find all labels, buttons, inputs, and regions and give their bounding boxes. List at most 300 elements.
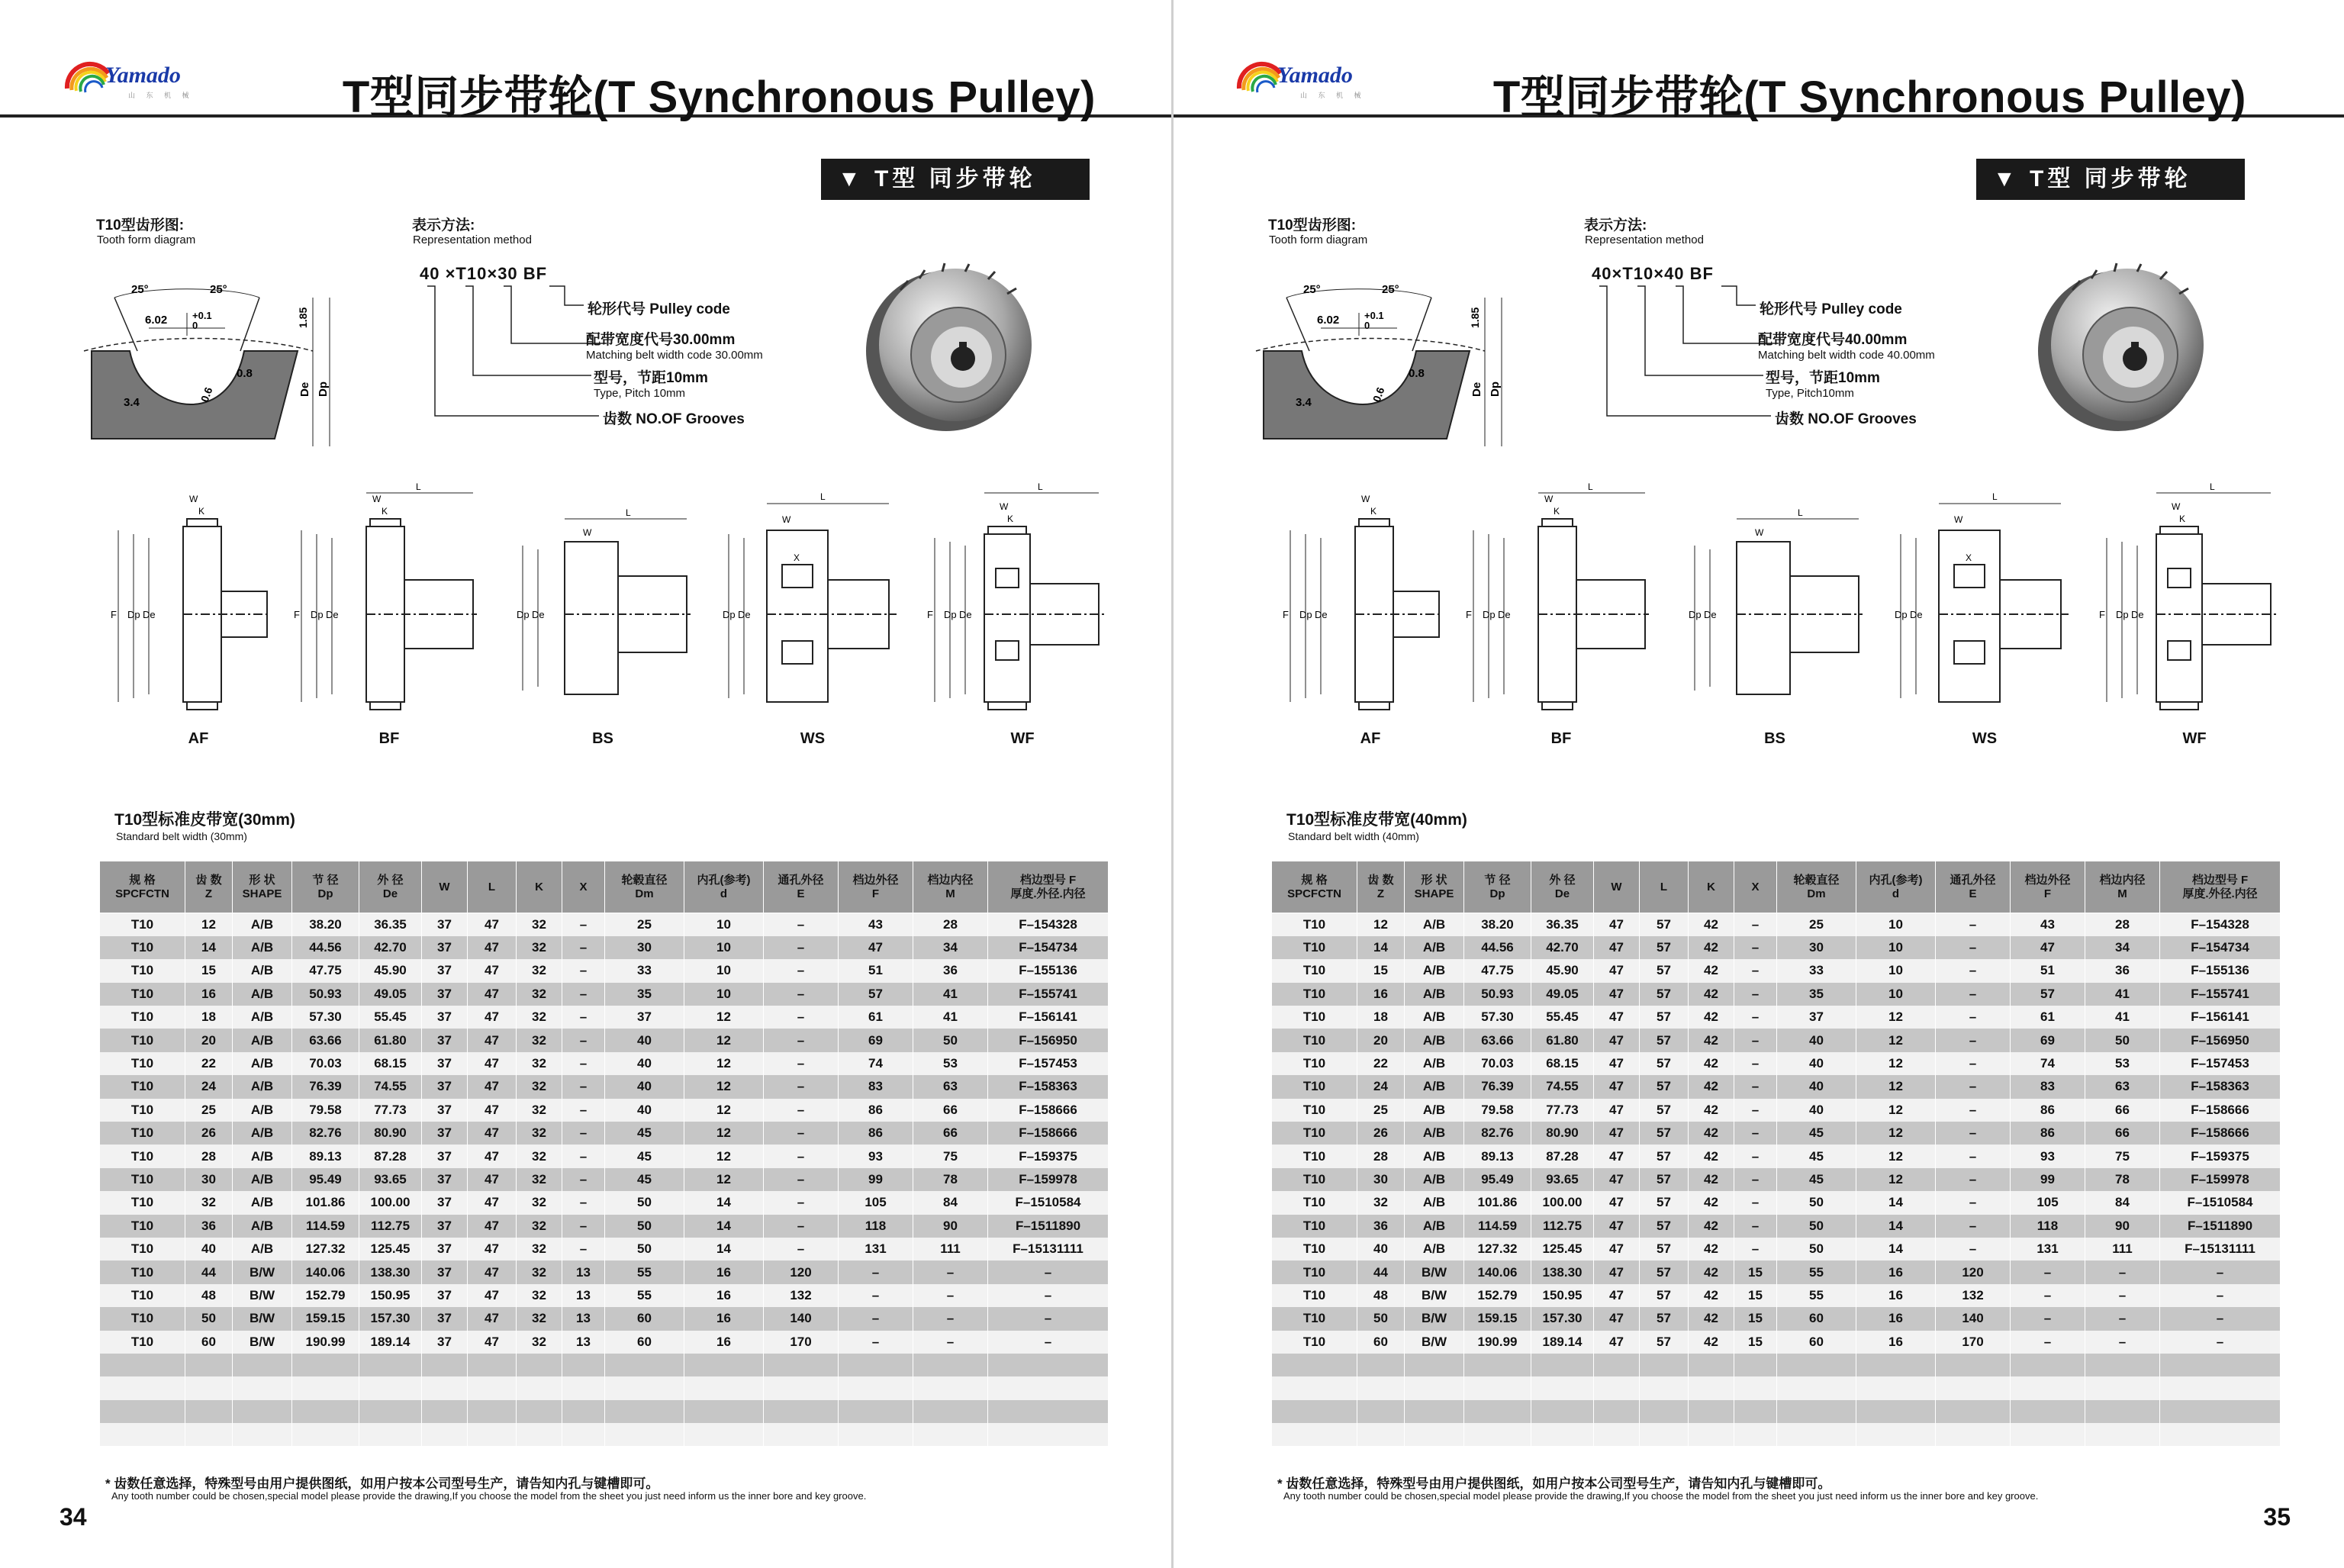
- tooth-diagram-label: T10型齿形图:: [96, 217, 185, 233]
- table-cell: [684, 1400, 764, 1423]
- table-cell: [2085, 1354, 2160, 1376]
- table-cell: 40: [605, 1075, 684, 1098]
- table-cell: –: [988, 1307, 1109, 1330]
- table-cell: 42: [1689, 1238, 1734, 1261]
- svg-text:Dp: Dp: [127, 609, 140, 620]
- svg-text:K: K: [1554, 506, 1560, 517]
- table-cell: F–159375: [988, 1145, 1109, 1167]
- table-cell: 12: [1856, 1168, 1936, 1191]
- pulley-product-image: [862, 259, 1038, 435]
- svg-text:K: K: [198, 506, 205, 517]
- table-cell: F–159375: [2160, 1145, 2281, 1167]
- table-cell: [988, 1400, 1109, 1423]
- table-cell: 32: [517, 1331, 562, 1354]
- table-cell: 47: [468, 913, 517, 936]
- table-cell: [359, 1400, 422, 1423]
- table-cell: 74: [839, 1052, 913, 1075]
- table-cell: [2160, 1400, 2281, 1423]
- table-cell: 32: [517, 913, 562, 936]
- table-cell: 63.66: [292, 1029, 359, 1051]
- table-row: [1272, 1029, 2281, 1051]
- column-header: 形 状 SHAPE: [233, 861, 292, 913]
- spec-table: [99, 861, 1109, 1446]
- table-cell: [517, 1354, 562, 1376]
- column-header: 档边外径 F: [2011, 861, 2085, 913]
- table-cell: [2160, 1423, 2281, 1446]
- table-cell: [185, 1423, 233, 1446]
- table-cell: 47: [468, 1052, 517, 1075]
- table-cell: 101.86: [1464, 1191, 1531, 1214]
- table-cell: [2085, 1423, 2160, 1446]
- table-cell: 189.14: [359, 1331, 422, 1354]
- table-cell: 47: [468, 936, 517, 959]
- shape-bs: Dp De L W BS: [1676, 488, 1874, 748]
- table-cell: [1531, 1376, 1594, 1399]
- table-cell: 57: [1640, 1006, 1689, 1029]
- table-cell: 40: [185, 1238, 233, 1261]
- table-cell: 12: [684, 1006, 764, 1029]
- table-cell: T10: [1272, 1284, 1357, 1307]
- table-cell: [233, 1376, 292, 1399]
- table-cell: 12: [684, 1075, 764, 1098]
- svg-text:L: L: [1798, 507, 1803, 518]
- table-cell: 77.73: [1531, 1099, 1594, 1122]
- table-cell: T10: [100, 1331, 185, 1354]
- table-cell: 30: [1777, 936, 1856, 959]
- column-header: K: [517, 861, 562, 913]
- table-cell: 14: [684, 1238, 764, 1261]
- svg-text:F: F: [294, 609, 300, 620]
- table-cell: 42: [1689, 1331, 1734, 1354]
- table-cell: 111: [913, 1238, 988, 1261]
- table-cell: T10: [100, 1099, 185, 1122]
- table-cell: 127.32: [292, 1238, 359, 1261]
- table-cell: 22: [185, 1052, 233, 1075]
- table-cell: 47.75: [292, 959, 359, 982]
- svg-text:L: L: [820, 491, 826, 502]
- table-cell: 13: [562, 1307, 605, 1330]
- table-cell: [1272, 1423, 1357, 1446]
- table-cell: –: [764, 959, 839, 982]
- representation-label-en: Representation method: [1585, 233, 1704, 246]
- table-cell: 42: [1689, 1006, 1734, 1029]
- pulley-shapes: [1271, 481, 2309, 748]
- table-cell: –: [764, 936, 839, 959]
- table-cell: 152.79: [292, 1284, 359, 1307]
- svg-text:K: K: [382, 506, 388, 517]
- table-row: [1272, 1052, 2281, 1075]
- table-cell: 140.06: [1464, 1261, 1531, 1283]
- table-cell: [1734, 1400, 1777, 1423]
- table-cell: 37: [422, 1191, 468, 1214]
- table-cell: 48: [185, 1284, 233, 1307]
- table-cell: 45: [605, 1168, 684, 1191]
- table-cell: 10: [1856, 959, 1936, 982]
- table-cell: 51: [839, 959, 913, 982]
- table-cell: [562, 1400, 605, 1423]
- table-cell: 170: [1936, 1331, 2011, 1354]
- table-cell: 66: [913, 1099, 988, 1122]
- table-cell: 42: [1689, 1029, 1734, 1051]
- table-cell: 86: [839, 1122, 913, 1145]
- table-row: [100, 1052, 1109, 1075]
- table-cell: F–159978: [2160, 1168, 2281, 1191]
- table-cell: F–15131111: [988, 1238, 1109, 1261]
- svg-text:F: F: [1466, 609, 1472, 620]
- table-cell: 68.15: [359, 1052, 422, 1075]
- table-cell: 47: [1594, 1261, 1640, 1283]
- table-cell: 36: [1357, 1215, 1405, 1238]
- table-cell: 170: [764, 1331, 839, 1354]
- table-cell: 131: [839, 1238, 913, 1261]
- table-cell: 66: [2085, 1099, 2160, 1122]
- table-cell: [359, 1354, 422, 1376]
- table-cell: [233, 1354, 292, 1376]
- table-cell: [185, 1354, 233, 1376]
- tooth-diagram-label-en: Tooth form diagram: [97, 233, 196, 246]
- table-cell: 14: [684, 1215, 764, 1238]
- table-cell: [1357, 1400, 1405, 1423]
- svg-text:De: De: [1498, 609, 1511, 620]
- table-cell: A/B: [1405, 1191, 1464, 1214]
- table-cell: [100, 1423, 185, 1446]
- representation-label: 表示方法:: [1584, 217, 1647, 233]
- table-cell: 42: [1689, 1215, 1734, 1238]
- table-cell: 40: [605, 1029, 684, 1051]
- table-cell: 12: [684, 1029, 764, 1051]
- column-header: 节 径 Dp: [292, 861, 359, 913]
- table-cell: 32: [517, 1075, 562, 1098]
- table-cell: A/B: [233, 1099, 292, 1122]
- table-cell: [1777, 1376, 1856, 1399]
- table-cell: –: [764, 1099, 839, 1122]
- table-cell: 10: [684, 936, 764, 959]
- svg-text:W: W: [372, 494, 382, 504]
- table-cell: [1640, 1354, 1689, 1376]
- table-cell: 75: [913, 1145, 988, 1167]
- table-row: [100, 1307, 1109, 1330]
- table-cell: T10: [1272, 959, 1357, 982]
- table-cell: [1594, 1354, 1640, 1376]
- table-cell: –: [562, 1122, 605, 1145]
- table-row: [1272, 936, 2281, 959]
- table-cell: [292, 1376, 359, 1399]
- table-cell: 101.86: [292, 1191, 359, 1214]
- table-cell: [1531, 1423, 1594, 1446]
- table-cell: [468, 1423, 517, 1446]
- table-cell: –: [764, 1191, 839, 1214]
- table-row: [100, 936, 1109, 959]
- table-cell: 93: [839, 1145, 913, 1167]
- table-cell: –: [2011, 1331, 2085, 1354]
- table-row: [100, 1423, 1109, 1446]
- table-cell: 47: [468, 1122, 517, 1145]
- table-cell: [684, 1354, 764, 1376]
- table-cell: T10: [1272, 1029, 1357, 1051]
- page-gutter: [1171, 0, 1174, 1568]
- table-cell: [1531, 1400, 1594, 1423]
- table-cell: F–158666: [988, 1122, 1109, 1145]
- table-cell: 12: [684, 1122, 764, 1145]
- table-cell: 13: [562, 1331, 605, 1354]
- table-cell: A/B: [233, 1145, 292, 1167]
- table-cell: [605, 1354, 684, 1376]
- table-cell: –: [1936, 1052, 2011, 1075]
- table-cell: 55: [605, 1284, 684, 1307]
- column-header: 档边内径 M: [913, 861, 988, 913]
- table-cell: –: [562, 1168, 605, 1191]
- table-cell: 50: [605, 1238, 684, 1261]
- table-cell: 47: [1594, 1145, 1640, 1167]
- table-row: [1272, 1261, 2281, 1283]
- table-cell: 40: [1777, 1052, 1856, 1075]
- table-cell: –: [1734, 936, 1777, 959]
- table-cell: 48: [1357, 1284, 1405, 1307]
- table-row: [100, 913, 1109, 936]
- table-cell: [1357, 1354, 1405, 1376]
- svg-text:X: X: [1966, 552, 1972, 563]
- table-cell: 47: [468, 1075, 517, 1098]
- column-header: 外 径 De: [1531, 861, 1594, 913]
- table-cell: 57: [1640, 1331, 1689, 1354]
- table-cell: 42: [1689, 936, 1734, 959]
- table-cell: 87.28: [359, 1145, 422, 1167]
- table-cell: 47: [1594, 1075, 1640, 1098]
- table-cell: 42: [1689, 1168, 1734, 1191]
- table-cell: 42: [1689, 983, 1734, 1006]
- table-cell: 42: [1689, 1099, 1734, 1122]
- table-cell: 12: [185, 913, 233, 936]
- table-cell: 60: [1357, 1331, 1405, 1354]
- table-cell: –: [764, 1029, 839, 1051]
- table-cell: 50: [605, 1215, 684, 1238]
- table-cell: 86: [2011, 1122, 2085, 1145]
- table-cell: T10: [1272, 1006, 1357, 1029]
- table-row: [1272, 1331, 2281, 1354]
- table-cell: 47: [1594, 1099, 1640, 1122]
- table-cell: –: [2085, 1261, 2160, 1283]
- table-cell: [1464, 1376, 1531, 1399]
- table-cell: [1357, 1423, 1405, 1446]
- table-cell: 37: [422, 1029, 468, 1051]
- table-cell: –: [1734, 1122, 1777, 1145]
- table-cell: 50.93: [1464, 983, 1531, 1006]
- table-cell: 16: [684, 1261, 764, 1283]
- table-cell: 37: [422, 913, 468, 936]
- table-caption-en: Standard belt width (40mm): [1288, 830, 1419, 842]
- logo-subtitle: 山 东 机 械: [1300, 92, 1366, 99]
- table-cell: 16: [1357, 983, 1405, 1006]
- column-header: 通孔外径 E: [764, 861, 839, 913]
- table-cell: A/B: [233, 1052, 292, 1075]
- table-cell: A/B: [233, 1238, 292, 1261]
- table-cell: 36: [185, 1215, 233, 1238]
- svg-text:Dp: Dp: [1299, 609, 1312, 620]
- table-cell: 42.70: [359, 936, 422, 959]
- table-cell: 37: [422, 1075, 468, 1098]
- dim-angle-left: 25°: [1303, 283, 1321, 296]
- svg-text:De: De: [326, 609, 339, 620]
- table-cell: –: [2011, 1261, 2085, 1283]
- table-cell: 78: [913, 1168, 988, 1191]
- table-cell: –: [1734, 1191, 1777, 1214]
- table-cell: 44: [1357, 1261, 1405, 1283]
- table-cell: T10: [1272, 1052, 1357, 1075]
- table-cell: T10: [100, 1168, 185, 1191]
- table-cell: F–155136: [2160, 959, 2281, 982]
- table-cell: 40: [1777, 1029, 1856, 1051]
- table-cell: 55.45: [359, 1006, 422, 1029]
- table-cell: B/W: [233, 1261, 292, 1283]
- table-cell: 57: [1640, 983, 1689, 1006]
- table-cell: 47: [1594, 1006, 1640, 1029]
- table-cell: 37: [422, 1284, 468, 1307]
- table-cell: [185, 1400, 233, 1423]
- table-cell: –: [1734, 1029, 1777, 1051]
- table-cell: 32: [517, 1215, 562, 1238]
- table-cell: 57.30: [1464, 1006, 1531, 1029]
- table-cell: [913, 1354, 988, 1376]
- table-cell: 15: [185, 959, 233, 982]
- table-cell: 41: [2085, 1006, 2160, 1029]
- table-cell: 37: [422, 1145, 468, 1167]
- table-cell: [1531, 1354, 1594, 1376]
- table-cell: 138.30: [1531, 1261, 1594, 1283]
- table-cell: [468, 1354, 517, 1376]
- table-cell: 63: [913, 1075, 988, 1098]
- table-cell: 25: [605, 913, 684, 936]
- table-cell: A/B: [1405, 1215, 1464, 1238]
- table-cell: T10: [100, 1307, 185, 1330]
- table-cell: 10: [1856, 936, 1936, 959]
- table-cell: 83: [839, 1075, 913, 1098]
- table-cell: –: [2160, 1261, 2281, 1283]
- table-caption: T10型标准皮带宽(30mm): [114, 811, 295, 829]
- table-cell: T10: [1272, 1168, 1357, 1191]
- table-cell: 26: [1357, 1122, 1405, 1145]
- table-cell: 45: [1777, 1145, 1856, 1167]
- table-cell: 120: [764, 1261, 839, 1283]
- note-belt-width: 配带宽度代号40.00mm Matching belt width code 40.00mm: [1758, 332, 1935, 362]
- column-header: 规 格 SPCFCTN: [1272, 861, 1357, 913]
- table-cell: 57: [1640, 1052, 1689, 1075]
- table-cell: –: [1734, 1052, 1777, 1075]
- table-cell: –: [1734, 1075, 1777, 1098]
- table-cell: 40: [1777, 1075, 1856, 1098]
- table-cell: 74: [2011, 1052, 2085, 1075]
- table-cell: 25: [185, 1099, 233, 1122]
- table-cell: 60: [1777, 1307, 1856, 1330]
- table-cell: A/B: [233, 1215, 292, 1238]
- table-row: [100, 1168, 1109, 1191]
- table-cell: 114.59: [1464, 1215, 1531, 1238]
- tooth-diagram-label: T10型齿形图:: [1268, 217, 1357, 233]
- dim-de: De: [298, 382, 311, 397]
- table-cell: 55: [1777, 1284, 1856, 1307]
- table-row: [1272, 1006, 2281, 1029]
- table-row: [1272, 983, 2281, 1006]
- table-cell: [2085, 1400, 2160, 1423]
- table-cell: 47: [468, 1261, 517, 1283]
- table-cell: –: [988, 1284, 1109, 1307]
- table-cell: 57: [1640, 1122, 1689, 1145]
- table-cell: 10: [684, 983, 764, 1006]
- table-cell: 95.49: [292, 1168, 359, 1191]
- table-cell: 190.99: [1464, 1331, 1531, 1354]
- table-cell: [913, 1400, 988, 1423]
- table-cell: [422, 1376, 468, 1399]
- table-cell: F–154328: [2160, 913, 2281, 936]
- table-cell: 47: [468, 959, 517, 982]
- table-cell: A/B: [1405, 1099, 1464, 1122]
- table-cell: 37: [422, 1052, 468, 1075]
- table-cell: [1272, 1354, 1357, 1376]
- table-cell: [839, 1376, 913, 1399]
- yamado-logo: [61, 47, 206, 101]
- svg-text:K: K: [2179, 514, 2186, 524]
- dim-angle-right: 25°: [210, 283, 227, 296]
- column-header: 通孔外径 E: [1936, 861, 2011, 913]
- table-caption-en: Standard belt width (30mm): [116, 830, 247, 842]
- table-cell: [1856, 1400, 1936, 1423]
- table-cell: 18: [1357, 1006, 1405, 1029]
- table-cell: –: [1936, 1029, 2011, 1051]
- table-cell: T10: [100, 913, 185, 936]
- table-row: [100, 1284, 1109, 1307]
- table-cell: [1777, 1354, 1856, 1376]
- dim-radius-1: 0.8: [237, 367, 253, 380]
- table-cell: 79.58: [292, 1099, 359, 1122]
- table-cell: 32: [1357, 1191, 1405, 1214]
- table-cell: –: [2085, 1331, 2160, 1354]
- table-cell: 37: [422, 936, 468, 959]
- table-cell: B/W: [1405, 1307, 1464, 1330]
- table-cell: 28: [1357, 1145, 1405, 1167]
- table-cell: 157.30: [1531, 1307, 1594, 1330]
- table-cell: [1405, 1376, 1464, 1399]
- table-cell: 16: [684, 1284, 764, 1307]
- table-cell: –: [562, 959, 605, 982]
- table-cell: 32: [517, 1261, 562, 1283]
- table-cell: T10: [1272, 1075, 1357, 1098]
- table-cell: –: [839, 1284, 913, 1307]
- table-cell: [1640, 1376, 1689, 1399]
- table-cell: –: [562, 1238, 605, 1261]
- column-header: 档边型号 F 厚度.外径.内径: [2160, 861, 2281, 913]
- table-cell: 77.73: [359, 1099, 422, 1122]
- table-cell: 47: [468, 1145, 517, 1167]
- table-cell: 57: [1640, 1099, 1689, 1122]
- table-cell: [233, 1400, 292, 1423]
- svg-text:De: De: [1910, 609, 1923, 620]
- table-cell: [1405, 1354, 1464, 1376]
- table-row: [1272, 1122, 2281, 1145]
- table-cell: [839, 1423, 913, 1446]
- table-cell: 84: [913, 1191, 988, 1214]
- table-cell: 105: [839, 1191, 913, 1214]
- table-cell: –: [2160, 1284, 2281, 1307]
- svg-text:Dp: Dp: [1483, 609, 1496, 620]
- table-cell: 15: [1734, 1307, 1777, 1330]
- svg-text:L: L: [1038, 481, 1043, 492]
- table-cell: 42: [1689, 1261, 1734, 1283]
- table-cell: [292, 1354, 359, 1376]
- table-cell: 32: [517, 1168, 562, 1191]
- svg-text:K: K: [1370, 506, 1377, 517]
- table-cell: 47: [1594, 1052, 1640, 1075]
- svg-text:Dp: Dp: [1689, 609, 1702, 620]
- table-cell: 14: [684, 1191, 764, 1214]
